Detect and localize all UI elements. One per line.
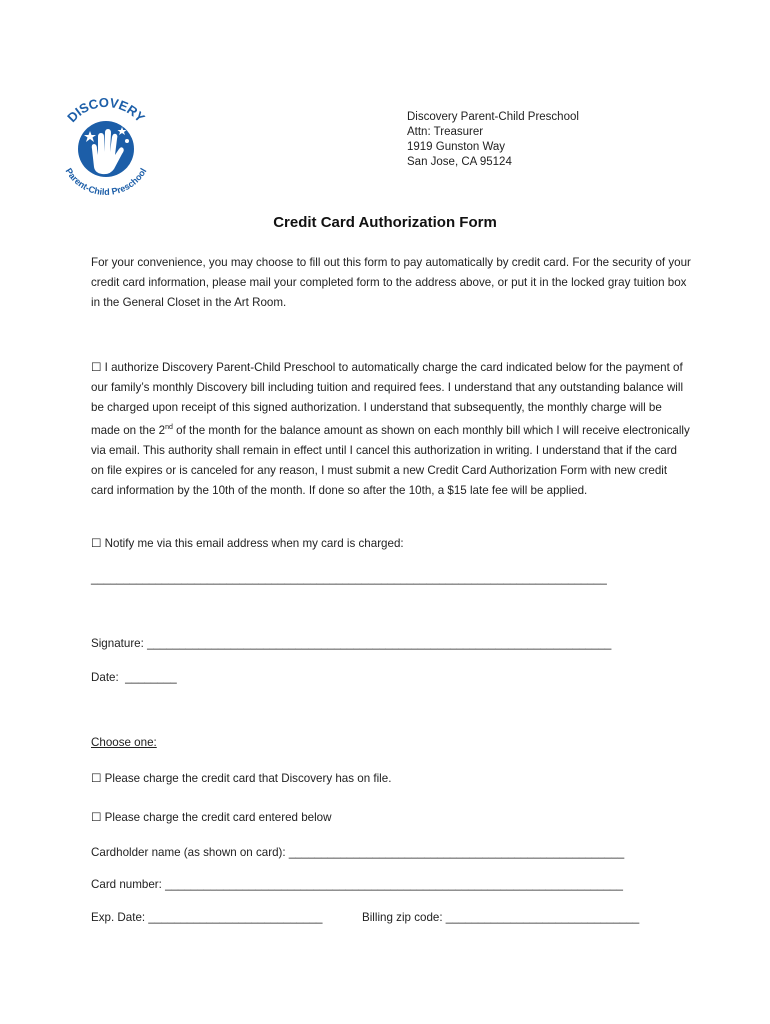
billing-zip-label: Billing zip code: [362, 911, 443, 924]
choose-one-heading: Choose one: [91, 736, 157, 749]
option-below-label: Please charge the credit card entered below [104, 811, 332, 824]
date-label: Date: [91, 671, 119, 684]
authorization-text-1: I authorize Discovery Parent-Child Preschool to automatically charge the card indicated below for the payment of our family’s monthly Discovery bill including tuition and required fees. I understand that any outstanding balance will be charged upon receipt of this signed authorization. I understand that subsequently, the monthly charge will be made on the 2 [91, 361, 684, 437]
logo-top-text: DISCOVERY [64, 97, 148, 126]
option-on-file-label: Please charge the credit card that Discovery has on file. [104, 772, 392, 785]
authorization-checkbox[interactable]: ☐ [91, 361, 102, 374]
card-number-label: Card number: [91, 878, 162, 891]
signature-field[interactable]: ________________________________________________________________________ [147, 637, 612, 650]
notify-row [91, 536, 404, 550]
address-line-3: 1919 Gunston Way [407, 141, 506, 153]
form-title: Credit Card Authorization Form [273, 214, 497, 231]
option-below-row [91, 810, 332, 824]
authorization-text-2: of the month for the balance amount as shown on each monthly bill which I will receive electronically via email. This authority shall remain in effect until I cancel this authorization in writing. I understand that if the card on file expires or is canceled for any reason, I must submit a new Credit Card Authorization Form with new credit card information by the 10th of the month. If done so after the 10th, a $15 late fee will be applied. [91, 423, 690, 497]
option-below-checkbox[interactable]: ☐ [91, 811, 102, 824]
cardholder-row [91, 846, 624, 859]
intro-paragraph: For your convenience, you may choose to fill out this form to pay automatically by credit card. For the security of your credit card information, please mail your completed form to the address above, or put it in the locked gray tuition box in the General Closet in the Art Room. [91, 256, 691, 309]
exp-date-label: Exp. Date: [91, 911, 146, 924]
cardholder-label: Cardholder name (as shown on card): [91, 846, 286, 859]
card-number-row [91, 878, 623, 891]
address-line-4: San Jose, CA 95124 [407, 156, 512, 168]
notify-label: Notify me via this email address when my card is charged: [104, 537, 404, 550]
mailing-address [407, 110, 579, 170]
authorization-sup: nd [165, 424, 173, 431]
address-line-2: Attn: Treasurer [407, 126, 484, 138]
exp-date-field[interactable]: ___________________________ [148, 911, 323, 924]
date-row [91, 671, 177, 684]
logo-bottom-text: Parent-Child Preschool [63, 166, 149, 197]
discovery-logo [52, 97, 160, 197]
billing-zip-field[interactable]: ______________________________ [445, 911, 640, 924]
billing-zip-row [362, 911, 639, 924]
option-on-file-checkbox[interactable]: ☐ [91, 772, 102, 785]
email-field[interactable]: ________________________________________________________________________________ [91, 572, 607, 585]
signature-label: Signature: [91, 637, 144, 650]
cardholder-field[interactable]: ____________________________________________________ [288, 846, 625, 859]
address-line-1: Discovery Parent-Child Preschool [407, 111, 579, 123]
signature-row [91, 637, 611, 650]
notify-checkbox[interactable]: ☐ [91, 537, 102, 550]
authorization-paragraph [91, 358, 691, 501]
date-field[interactable]: ________ [125, 671, 177, 684]
option-on-file-row [91, 771, 391, 785]
exp-date-row [91, 911, 322, 924]
card-number-field[interactable]: _______________________________________________________________________ [165, 878, 623, 891]
